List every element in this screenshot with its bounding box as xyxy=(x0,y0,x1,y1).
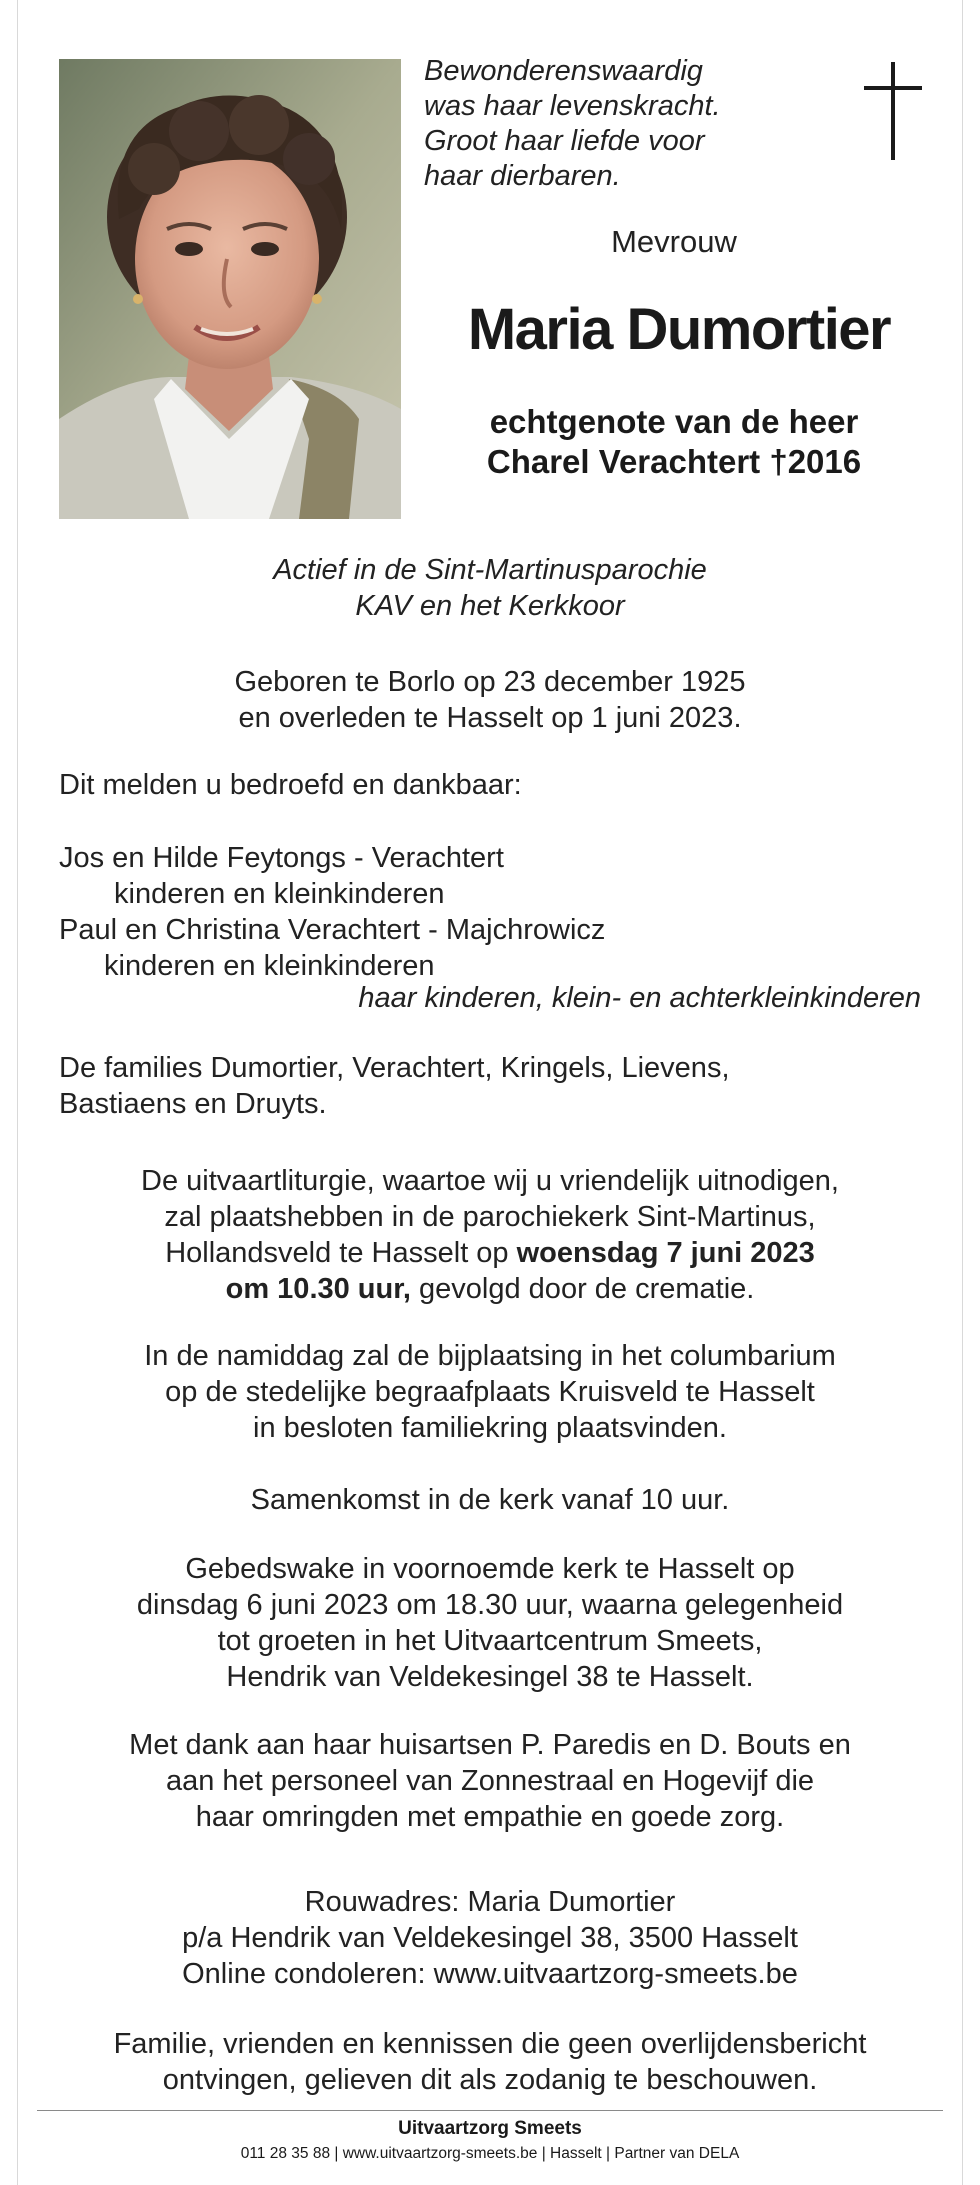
liturgy-text xyxy=(40,1163,940,1307)
liturgy-date: woensdag 7 juni 2023 xyxy=(516,1237,815,1269)
liturgy-time: om 10.30 uur, xyxy=(225,1273,411,1305)
family-list xyxy=(59,840,605,984)
address-line: p/a Hendrik van Veldekesingel 38, 3500 Hasselt xyxy=(182,1922,798,1954)
wake-line: tot groeten in het Uitvaartcentrum Smeets, xyxy=(217,1625,763,1657)
birth-death-text xyxy=(40,664,940,736)
liturgy-line xyxy=(40,1271,940,1307)
closing-line: ontvingen, gelieven dit als zodanig te beschouwen. xyxy=(162,2064,818,2096)
gathering-line: Samenkomst in de kerk vanaf 10 uur. xyxy=(250,1484,730,1516)
family-name: Jos en Hilde Feytongs - Verachtert xyxy=(59,842,504,874)
poem-line: haar dierbaren. xyxy=(424,160,621,192)
salutation: Mevrouw xyxy=(611,224,737,259)
liturgy-line: De uitvaartliturgie, waartoe wij u vriendelijk uitnodigen, xyxy=(141,1165,839,1197)
address-line: Online condoleren: www.uitvaartzorg-smeets.be xyxy=(182,1958,798,1990)
portrait-photo xyxy=(59,59,401,519)
cross-icon xyxy=(864,62,922,160)
portrait-illustration xyxy=(59,59,401,519)
thanks-line: haar omringden met empathie en goede zorg. xyxy=(195,1801,785,1833)
wake-text xyxy=(40,1551,940,1695)
deceased-name: Maria Dumortier xyxy=(467,297,891,362)
family-name: Paul en Christina Verachtert - Majchrowicz xyxy=(59,914,606,946)
families-line: De families Dumortier, Verachtert, Kringels, Lievens, xyxy=(59,1052,730,1084)
columbarium-line: in besloten familiekring plaatsvinden. xyxy=(253,1412,727,1444)
spouse-line: echtgenote van de heer xyxy=(489,403,859,440)
announcement xyxy=(59,767,522,803)
thanks-text xyxy=(40,1727,940,1835)
address-line: Rouwadres: Maria Dumortier xyxy=(304,1886,676,1918)
activity-text xyxy=(40,552,940,624)
poem-line: was haar levenskracht. xyxy=(424,90,721,122)
wake-line: Hendrik van Veldekesingel 38 te Hasselt. xyxy=(226,1661,754,1693)
birth-death-line: Geboren te Borlo op 23 december 1925 xyxy=(234,666,746,698)
activity-line: KAV en het Kerkkoor xyxy=(355,590,625,622)
footer-divider xyxy=(37,2110,943,2111)
columbarium-line: In de namiddag zal de bijplaatsing in het columbarium xyxy=(144,1340,836,1372)
birth-death-line: en overleden te Hasselt op 1 juni 2023. xyxy=(238,702,742,734)
poem-line: Bewonderenswaardig xyxy=(424,55,703,87)
wake-line: Gebedswake in voornoemde kerk te Hasselt op xyxy=(185,1553,795,1585)
footer-contact: 011 28 35 88 | www.uitvaartzorg-smeets.be | Hasselt | Partner van DELA xyxy=(240,2145,740,2162)
address-text xyxy=(40,1884,940,1992)
family-descendants: kinderen en kleinkinderen xyxy=(114,878,445,910)
liturgy-line xyxy=(40,1235,940,1271)
liturgy-location: Hollandsveld te Hasselt op xyxy=(165,1237,517,1269)
activity-line: Actief in de Sint-Martinusparochie xyxy=(273,554,707,586)
thanks-line: aan het personeel van Zonnestraal en Hogevijf die xyxy=(165,1765,815,1797)
columbarium-text xyxy=(40,1338,940,1446)
poem-verse xyxy=(424,54,804,194)
families-list xyxy=(59,1050,730,1122)
liturgy-line: zal plaatshebben in de parochiekerk Sint-Martinus, xyxy=(164,1201,816,1233)
wake-line: dinsdag 6 juni 2023 om 18.30 uur, waarna gelegenheid xyxy=(136,1589,844,1621)
closing-text xyxy=(40,2026,940,2098)
poem-line: Groot haar liefde voor xyxy=(424,125,705,157)
spouse-info xyxy=(424,402,924,482)
announcement-line: Dit melden u bedroefd en dankbaar: xyxy=(59,769,522,801)
gathering-text xyxy=(40,1482,940,1518)
thanks-line: Met dank aan haar huisartsen P. Paredis en D. Bouts en xyxy=(129,1729,851,1761)
families-line: Bastiaens en Druyts. xyxy=(59,1088,327,1120)
liturgy-followup: gevolgd door de crematie. xyxy=(410,1273,755,1305)
family-descendants: kinderen en kleinkinderen xyxy=(104,950,435,982)
family-grandchildren xyxy=(0,980,921,1016)
grandchildren-line: haar kinderen, klein- en achterkleinkinderen xyxy=(358,982,921,1014)
footer-title: Uitvaartzorg Smeets xyxy=(398,2118,582,2139)
closing-line: Familie, vrienden en kennissen die geen overlijdensbericht xyxy=(113,2028,867,2060)
spouse-line: Charel Verachtert †2016 xyxy=(486,443,862,480)
columbarium-line: op de stedelijke begraafplaats Kruisveld te Hasselt xyxy=(165,1376,815,1408)
